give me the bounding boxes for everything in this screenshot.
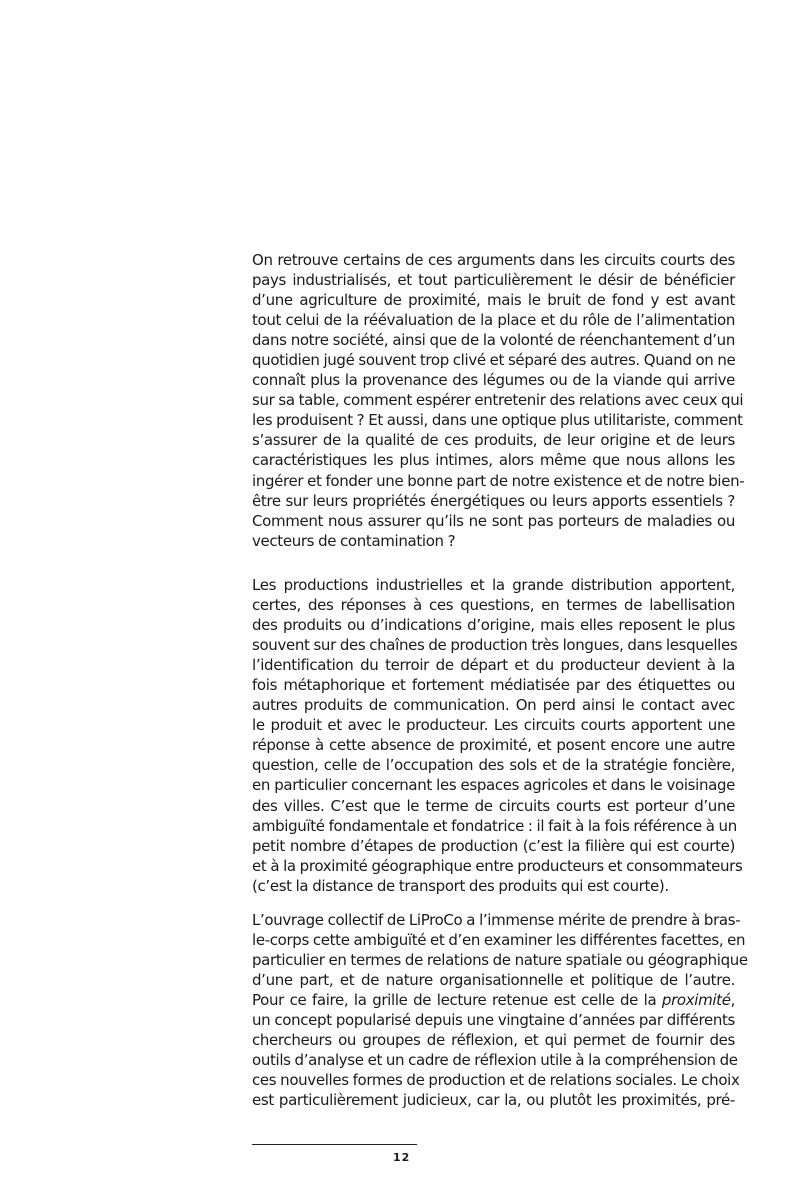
text-line: tout celui de la réévaluation de la place et du rôle de l’alimentation (252, 311, 735, 330)
text-line: réponse à cette absence de proximité, et posent encore une autre (252, 736, 735, 755)
text-line: pays industrialisés, et tout particulièrement le désir de bénéficier (252, 271, 735, 290)
text-line: fois métaphorique et fortement médiatisée par des étiquettes ou (252, 676, 735, 695)
text-line (252, 990, 735, 1010)
text-line: en particulier concernant les espaces agricoles et dans le voisinage (252, 776, 735, 795)
text-line: des villes. C’est que le terme de circuits courts est porteur d’une (252, 796, 735, 815)
text-line: petit nombre d’étapes de production (c’est la filière qui est courte) (252, 836, 735, 855)
text-line: (c’est la distance de transport des produits qui est courte). (252, 876, 669, 895)
text-line: des produits ou d’indications d’origine, mais elles reposent le plus (252, 616, 735, 635)
paragraph-1 (252, 250, 745, 551)
text-line: autres produits de communication. On perd ainsi le contact avec (252, 696, 735, 715)
text-line: question, celle de l’occupation des sols et de la stratégie foncière, (252, 756, 735, 775)
text-line: outils d’analyse et un cadre de réflexion utile à la compréhension de (252, 1051, 738, 1070)
page-number: 12 (393, 1151, 411, 1164)
text-line: est particulièrement judicieux, car la, ou plutôt les proximités, pré- (252, 1091, 735, 1110)
text-line: d’une part, et de nature organisationnelle et politique de l’autre. (252, 971, 735, 990)
text-line: Les productions industrielles et la grande distribution apportent, (252, 576, 735, 594)
text-line: dans notre société, ainsi que de la volonté de réenchantement d’un (252, 331, 735, 350)
text-line: ces nouvelles formes de production et de relations sociales. Le choix (252, 1071, 740, 1090)
text-line: l’identification du terroir de départ et du producteur devient à la (252, 656, 735, 675)
text-line: certes, des réponses à ces questions, en termes de labellisation (252, 596, 735, 615)
text-line: un concept popularisé depuis une vingtaine d’années par différents (252, 1011, 735, 1030)
text-line: le produit et avec le producteur. Les circuits courts apportent une (252, 716, 735, 735)
text-line: s’assurer de la qualité de ces produits, de leur origine et de leurs (252, 431, 735, 450)
text-line: particulier en termes de relations de nature spatiale ou géographique (252, 951, 748, 970)
text-line: et à la proximité géographique entre producteurs et consommateurs (252, 856, 743, 875)
text-line: vecteurs de contamination ? (252, 531, 456, 550)
text-line: ambiguïté fondamentale et fondatrice : il fait à la fois référence à un (252, 816, 737, 835)
footer-rule (252, 1144, 417, 1145)
text-line: Comment nous assurer qu’ils ne sont pas porteurs de maladies ou (252, 511, 735, 530)
text-segment: , (730, 991, 735, 1010)
text-line: le-corps cette ambiguïté et d’en examiner les différentes facettes, en (252, 931, 746, 950)
text-line: d’une agriculture de proximité, mais le bruit de fond y est avant (252, 291, 735, 310)
text-line: ingérer et fonder une bonne part de notre existence et de notre bien- (252, 471, 745, 490)
paragraph-3 (252, 910, 748, 1110)
emphasized-term: proximité (661, 991, 731, 1010)
text-line: On retrouve certains de ces arguments dans les circuits courts des (252, 251, 735, 269)
text-line: L’ouvrage collectif de LiProCo a l’immense mérite de prendre à bras- (252, 911, 741, 929)
text-line: souvent sur des chaînes de production très longues, dans lesquelles (252, 636, 738, 655)
text-line: chercheurs ou groupes de réflexion, et qui permet de fournir des (252, 1031, 735, 1050)
text-line: connaît plus la provenance des légumes ou de la viande qui arrive (252, 371, 735, 390)
text-segment: Pour ce faire, la grille de lecture retenue est celle de la (252, 991, 662, 1010)
text-line: quotidien jugé souvent trop clivé et séparé des autres. Quand on ne (252, 351, 736, 370)
text-line: être sur leurs propriétés énergétiques ou leurs apports essentiels ? (252, 491, 735, 510)
text-line: caractéristiques les plus intimes, alors même que nous allons les (252, 451, 735, 470)
text-line: les produisent ? Et aussi, dans une optique plus utilitariste, comment (252, 411, 743, 430)
text-line: sur sa table, comment espérer entretenir des relations avec ceux qui (252, 391, 744, 410)
paragraph-2 (252, 575, 743, 896)
